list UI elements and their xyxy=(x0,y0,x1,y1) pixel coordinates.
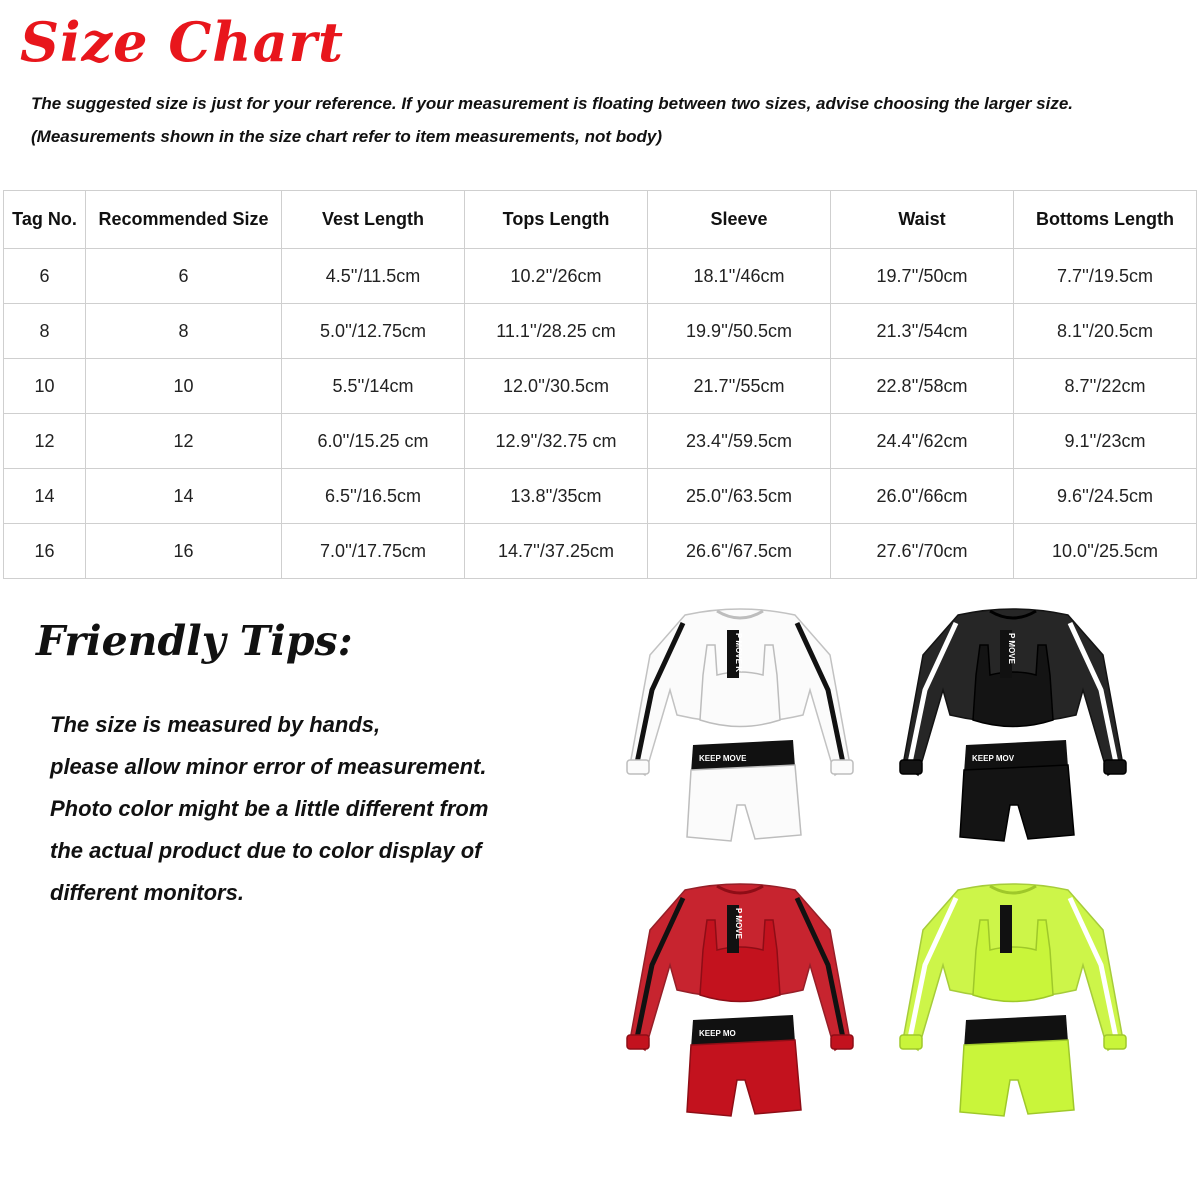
cell-tops-length: 12.9''/32.75 cm xyxy=(465,414,648,469)
cell-tag-no: 8 xyxy=(4,304,86,359)
table-row xyxy=(4,414,1197,469)
cuff-right xyxy=(831,760,853,774)
cell-tag-no: 10 xyxy=(4,359,86,414)
top-tape-text: P MOVE xyxy=(1007,633,1016,664)
waistband-text: KEEP MOVE xyxy=(699,754,747,763)
cell-tops-length: 11.1''/28.25 cm xyxy=(465,304,648,359)
shorts xyxy=(687,765,801,841)
size-note: The suggested size is just for your reference. If your measurement is floating between two sizes, advise choosing the larger size. xyxy=(31,94,1074,113)
cell-tag-no: 14 xyxy=(4,469,86,524)
header-vest-length: Vest Length xyxy=(282,191,465,249)
header-sleeve: Sleeve xyxy=(648,191,831,249)
table-row xyxy=(4,304,1197,359)
cuff-right xyxy=(1104,1035,1126,1049)
table-row xyxy=(4,249,1197,304)
table-row xyxy=(4,359,1197,414)
tip-line: please allow minor error of measurement. xyxy=(50,754,487,779)
cell-recommended-size: 12 xyxy=(86,414,282,469)
cell-waist: 21.3''/54cm xyxy=(831,304,1014,359)
cuff-left xyxy=(900,1035,922,1049)
cell-sleeve: 26.6''/67.5cm xyxy=(648,524,831,579)
cell-bottoms-length: 8.1''/20.5cm xyxy=(1014,304,1197,359)
header-tops-length: Tops Length xyxy=(465,191,648,249)
cell-recommended-size: 6 xyxy=(86,249,282,304)
product-photo-neon-yellow xyxy=(888,870,1138,1125)
table-header-row xyxy=(4,191,1197,249)
top-tape xyxy=(1000,905,1012,953)
cell-waist: 22.8''/58cm xyxy=(831,359,1014,414)
cell-sleeve: 21.7''/55cm xyxy=(648,359,831,414)
cell-sleeve: 23.4''/59.5cm xyxy=(648,414,831,469)
product-photo-black xyxy=(888,595,1138,850)
top-tape-text: P MOVE K xyxy=(734,633,743,672)
waistband-text: KEEP MO xyxy=(699,1029,736,1038)
cell-sleeve: 18.1''/46cm xyxy=(648,249,831,304)
product-photo-white xyxy=(615,595,865,850)
cell-waist: 27.6''/70cm xyxy=(831,524,1014,579)
cuff-right xyxy=(831,1035,853,1049)
cell-vest-length: 7.0''/17.75cm xyxy=(282,524,465,579)
tip-line: different monitors. xyxy=(50,880,244,905)
cuff-left xyxy=(900,760,922,774)
table-row xyxy=(4,469,1197,524)
header-waist: Waist xyxy=(831,191,1014,249)
table-row xyxy=(4,524,1197,579)
cell-tops-length: 14.7''/37.25cm xyxy=(465,524,648,579)
shorts xyxy=(687,1040,801,1116)
tip-line: the actual product due to color display of xyxy=(50,838,482,863)
cell-sleeve: 25.0''/63.5cm xyxy=(648,469,831,524)
cuff-right xyxy=(1104,760,1126,774)
shorts xyxy=(960,765,1074,841)
top-tape-text: P MOVE xyxy=(734,908,743,939)
cell-tops-length: 13.8''/35cm xyxy=(465,469,648,524)
tip-line: Photo color might be a little different from xyxy=(50,796,489,821)
cell-vest-length: 4.5''/11.5cm xyxy=(282,249,465,304)
cell-bottoms-length: 10.0''/25.5cm xyxy=(1014,524,1197,579)
header-tag-no: Tag No. xyxy=(4,191,86,249)
cell-tag-no: 6 xyxy=(4,249,86,304)
size-table xyxy=(3,190,1197,579)
cell-recommended-size: 14 xyxy=(86,469,282,524)
product-photo-red xyxy=(615,870,865,1125)
cell-vest-length: 6.5''/16.5cm xyxy=(282,469,465,524)
cell-recommended-size: 10 xyxy=(86,359,282,414)
cell-waist: 19.7''/50cm xyxy=(831,249,1014,304)
measurement-note: (Measurements shown in the size chart refer to item measurements, not body) xyxy=(31,127,663,146)
cell-vest-length: 5.0''/12.75cm xyxy=(282,304,465,359)
tip-line: The size is measured by hands, xyxy=(50,712,381,737)
tips-title: Friendly Tips: xyxy=(36,617,353,665)
cell-sleeve: 19.9''/50.5cm xyxy=(648,304,831,359)
cell-vest-length: 6.0''/15.25 cm xyxy=(282,414,465,469)
shorts xyxy=(960,1040,1074,1116)
waistband-text: KEEP MOV xyxy=(972,754,1015,763)
cell-vest-length: 5.5''/14cm xyxy=(282,359,465,414)
cuff-left xyxy=(627,760,649,774)
cell-tops-length: 12.0''/30.5cm xyxy=(465,359,648,414)
cell-waist: 24.4''/62cm xyxy=(831,414,1014,469)
header-bottoms-length: Bottoms Length xyxy=(1014,191,1197,249)
size-table-body xyxy=(4,249,1197,579)
cell-tops-length: 10.2''/26cm xyxy=(465,249,648,304)
page-title: Size Chart xyxy=(20,10,344,74)
cell-recommended-size: 8 xyxy=(86,304,282,359)
cell-tag-no: 12 xyxy=(4,414,86,469)
cell-bottoms-length: 9.6''/24.5cm xyxy=(1014,469,1197,524)
cell-bottoms-length: 8.7''/22cm xyxy=(1014,359,1197,414)
cell-waist: 26.0''/66cm xyxy=(831,469,1014,524)
cell-bottoms-length: 7.7''/19.5cm xyxy=(1014,249,1197,304)
cell-recommended-size: 16 xyxy=(86,524,282,579)
cell-bottoms-length: 9.1''/23cm xyxy=(1014,414,1197,469)
cell-tag-no: 16 xyxy=(4,524,86,579)
header-recommended-size: Recommended Size xyxy=(86,191,282,249)
cuff-left xyxy=(627,1035,649,1049)
